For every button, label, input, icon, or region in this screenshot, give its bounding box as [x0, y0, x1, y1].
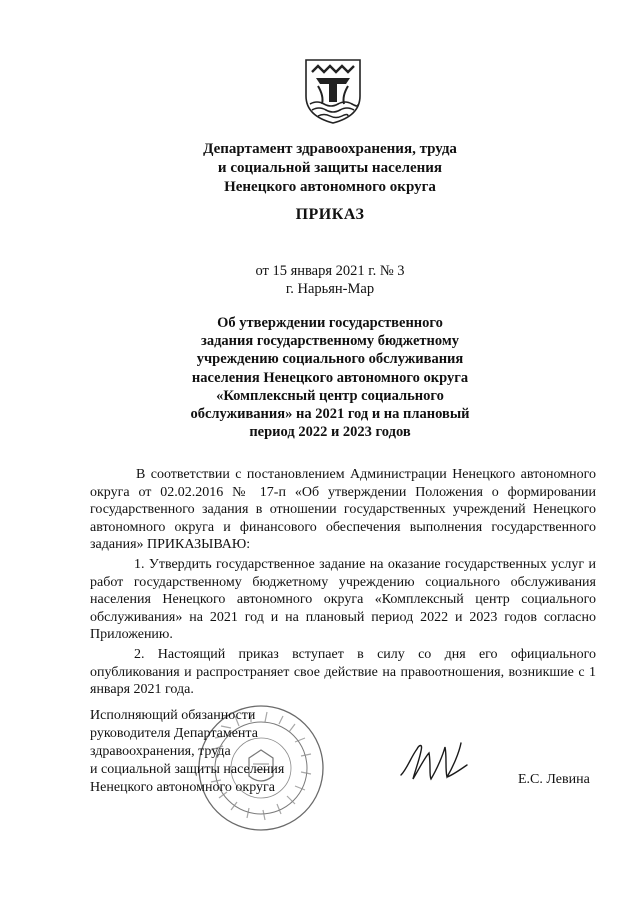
position-line: и социальной защиты населения [90, 762, 285, 777]
subject-line: учреждению социального обслуживания [196, 351, 464, 368]
department-line: и социальной защиты населения [217, 160, 443, 176]
position-line: Исполняющий обязанности [90, 708, 256, 723]
subject-line: период 2022 и 2023 годов [249, 424, 411, 441]
subject-line: Об утверждении государственного [217, 315, 443, 331]
order-body [90, 466, 596, 701]
subject-line: обслуживания» на 2021 год и на плановый [190, 406, 470, 423]
order-item-1: 1. Утвердить государственное задание на оказание государственных услуг и работ государственному бюджетному учреждению социального обслуживания населения Ненецкого автономного округа «Комплексный центр социального обслуживания» на 2021 год и на плановый период 2022 и 2023 годов согласно Приложению. [90, 556, 596, 643]
document-type: ПРИКАЗ [295, 206, 365, 223]
order-subject [120, 314, 540, 441]
department-line: Департамент здравоохранения, труда [203, 141, 457, 157]
signer-name: Е.С. Левина [518, 772, 590, 787]
position-line: Ненецкого автономного округа [90, 780, 275, 795]
subject-line: «Комплексный центр социального [216, 387, 444, 404]
preamble-paragraph: В соответствии с постановлением Администрации Ненецкого автономного округа от 02.02.2016 № 17-п «Об утверждении Положения о формировании государственного задания в отношении государственных учреждений Ненецкого автономного округа и финансового обеспечения выполнения государственного задания» ПРИКАЗЫВАЮ: [90, 467, 596, 553]
order-item-2: 2. Настоящий приказ вступает в силу со дня его официального опубликования и распространяет свое действие на правоотношения, возникшие с 1 января 2021 года. [90, 646, 596, 698]
city: г. Нарьян-Мар [285, 281, 375, 297]
department-line: Ненецкого автономного округа [224, 179, 436, 195]
position-line: здравоохранения, труда [90, 744, 231, 759]
handwritten-signature-icon [397, 735, 475, 787]
subject-line: задания государственному бюджетному [201, 333, 459, 350]
department-name [120, 140, 540, 197]
date-number: от 15 января 2021 г. № 3 [255, 263, 405, 279]
nao-coat-of-arms-icon [302, 56, 364, 126]
position-line: руководителя Департамента [90, 726, 258, 741]
signatory-position [90, 707, 284, 797]
date-place [120, 262, 540, 298]
subject-line: населения Ненецкого автономного округа [191, 369, 469, 386]
